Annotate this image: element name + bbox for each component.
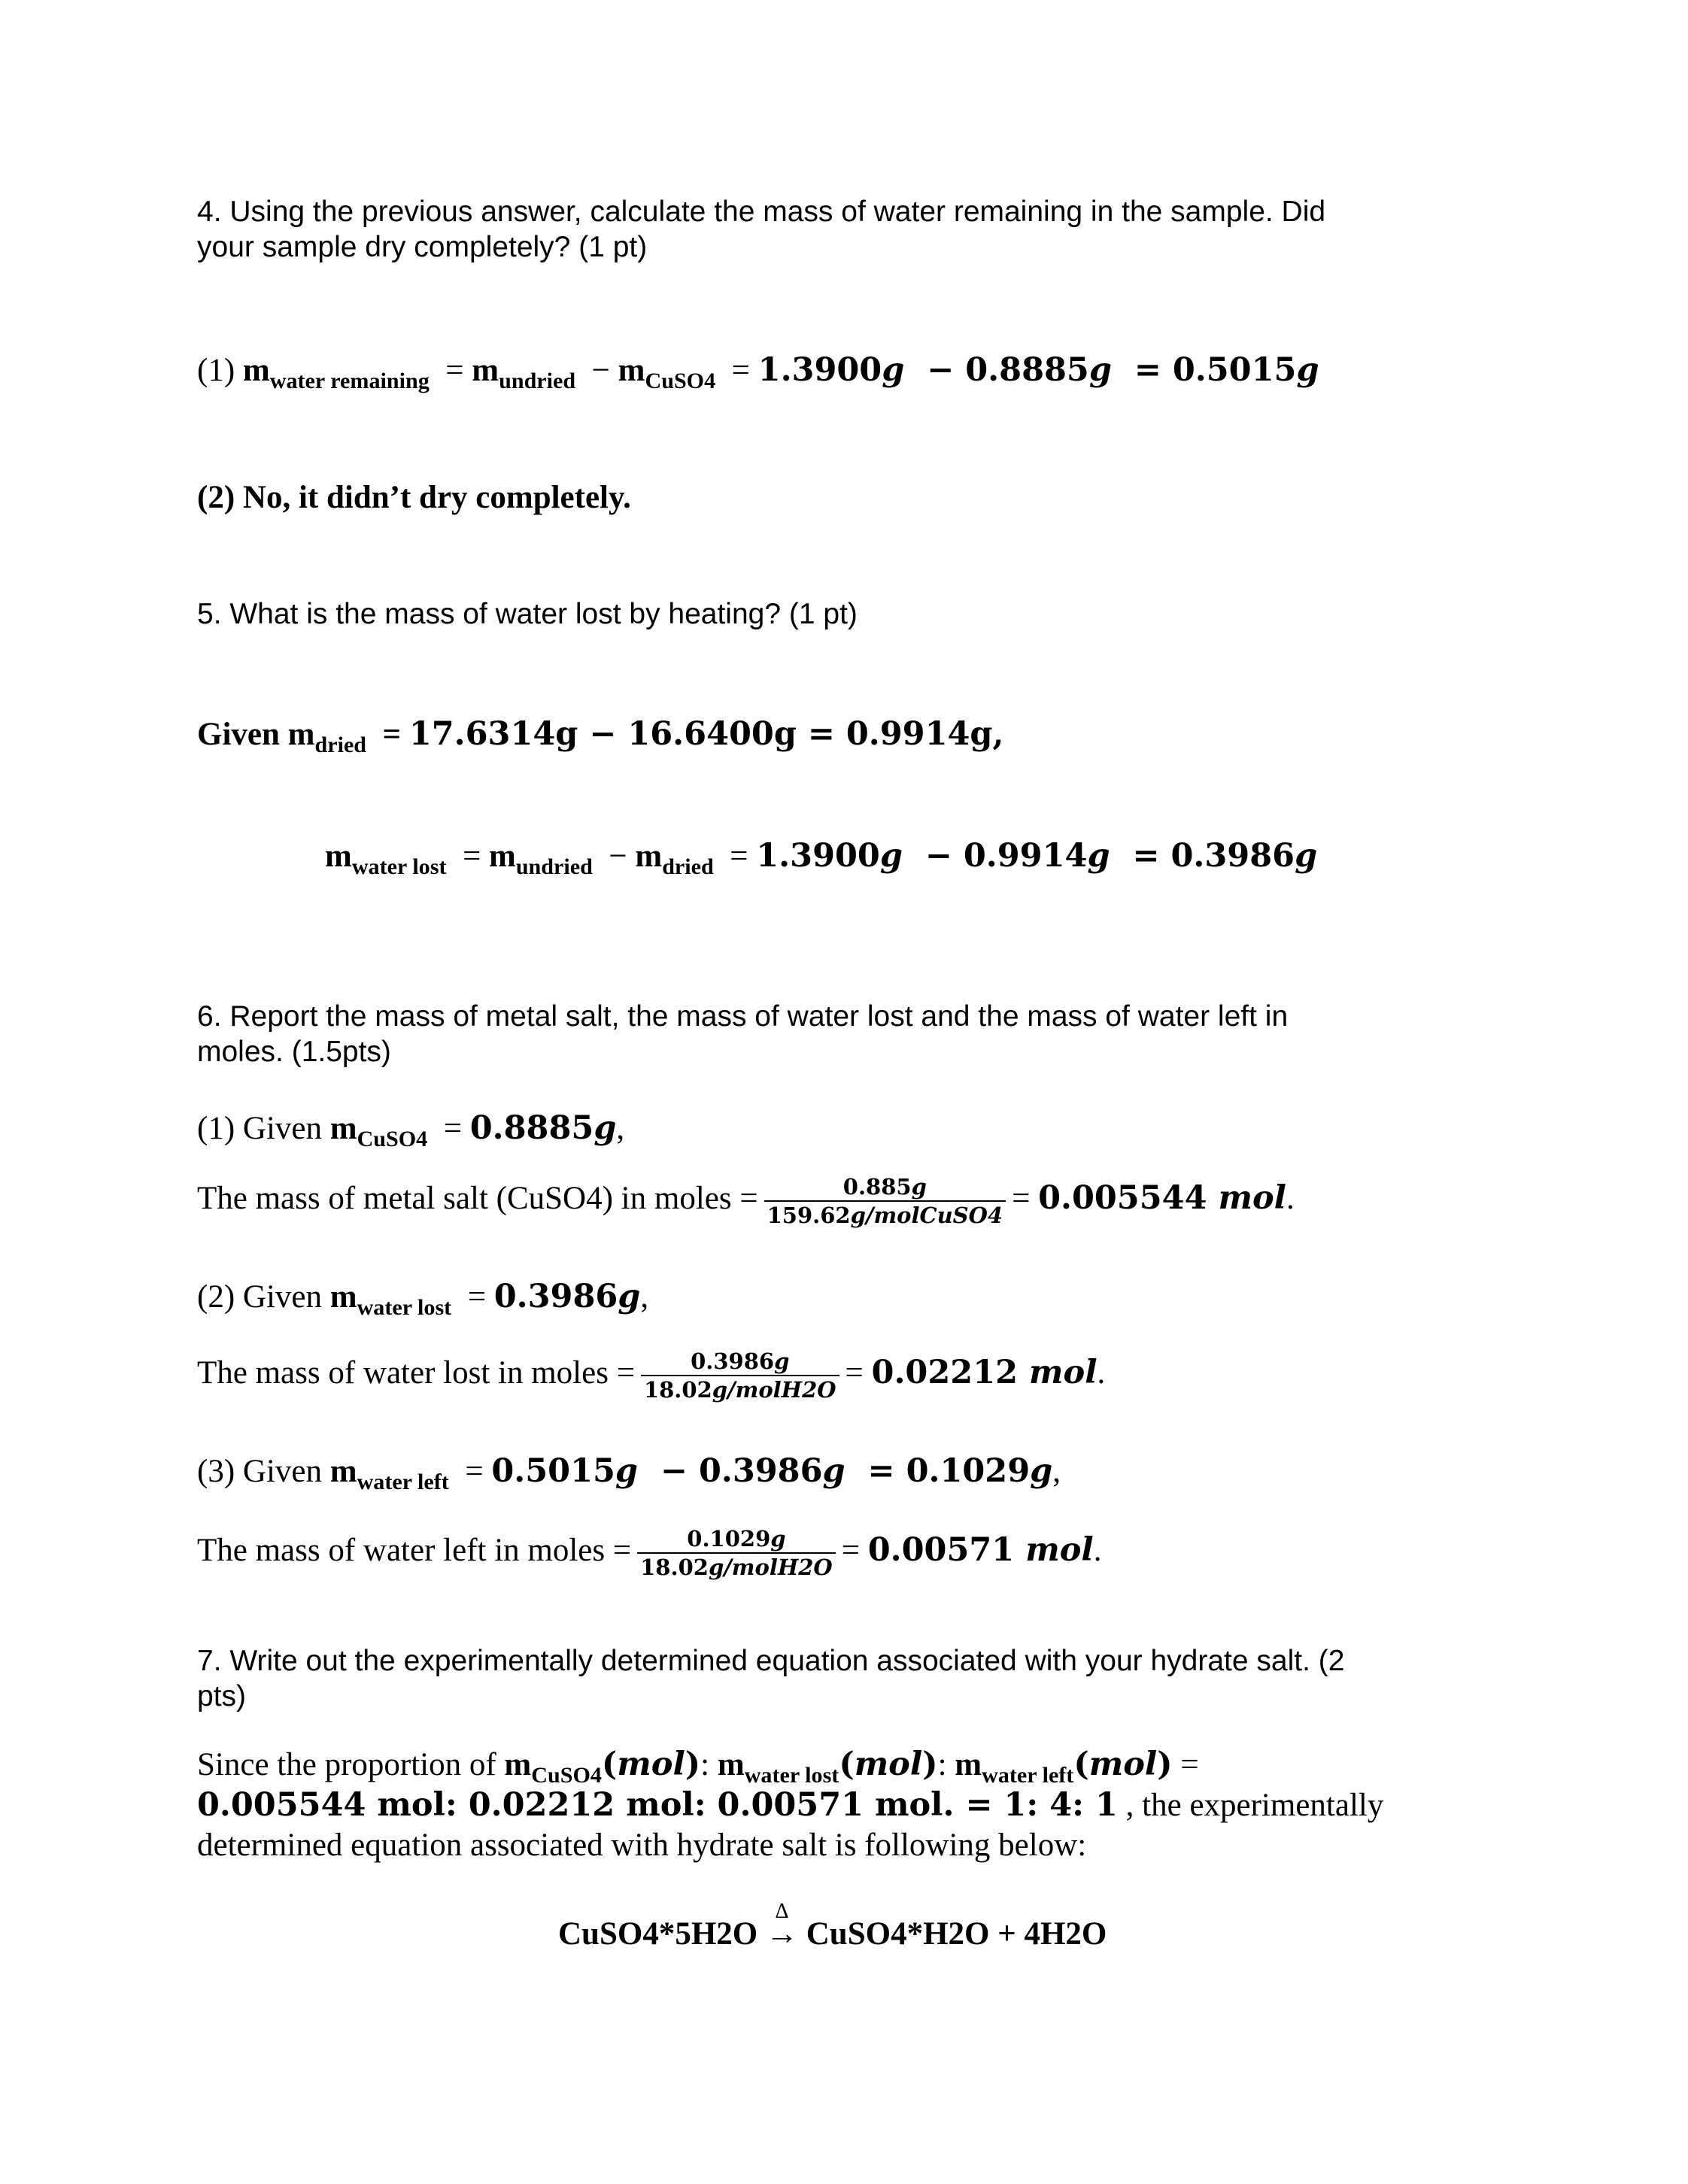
q4-text-line-2: your sample dry completely? (1 pt) <box>197 231 648 263</box>
q7-proportion-line-3: determined equation associated with hydrate salt is following below: <box>197 1828 1087 1863</box>
q6-part3-value-3: 0.1029 <box>906 1452 1031 1490</box>
q6-part1-given: (1) Given $m_{CuSO4} = 0.8885g$, <box>197 1109 625 1151</box>
q5-eq-value-1: 1.3900 <box>756 837 880 875</box>
q5-eq-value-3: 0.3986 <box>1170 837 1295 875</box>
q6-part1-fraction <box>764 1173 1006 1229</box>
q7-text-line-2: pts) <box>197 1680 247 1712</box>
q6-part3-unit-1: g <box>615 1452 638 1490</box>
q6-part1-moles: The mass of metal salt (CuSO4) in moles = $\frac{0.885g}{\text{159.62g/molCuSO4}}$ = 0.005544 mol. <box>197 1174 1295 1228</box>
q6-part1-sub: CuSO4 <box>357 1125 428 1151</box>
q6-text-line-1: 6. Report the mass of metal salt, the mass of water lost and the mass of water left in <box>197 1000 1289 1033</box>
q4-eq-sub-water-remaining: water remaining <box>269 367 430 393</box>
q7-mol-1: mol <box>617 1746 685 1783</box>
q6-part2-frac-num: 0.3986 <box>691 1348 775 1374</box>
q6-part3-frac-den-unit: g/molH2O <box>708 1555 833 1580</box>
q4-eq-unit-1: g <box>882 351 905 389</box>
q7-symbol-1: m <box>504 1747 532 1782</box>
q6-part3-result: 0.00571 <box>867 1530 1015 1569</box>
q6-part3-moles: The mass of water left in moles = $\frac{0.1029g}{\text{18.02g/molH2O}}$ = 0.00571 mol. <box>197 1526 1102 1580</box>
q5-eq-symbol-3: m <box>635 839 663 874</box>
q6-part1-unit: g <box>594 1109 617 1147</box>
q6-part1-result-unit: mol <box>1218 1178 1286 1217</box>
q6-part1-value: 0.8885 <box>469 1109 594 1147</box>
q6-part2-unit: g <box>618 1278 641 1315</box>
q4-eq-label: (1) <box>197 353 235 388</box>
q7-symbol-2: m <box>717 1747 745 1782</box>
q6-part3-frac-den: 18.02 <box>640 1555 709 1580</box>
q7-sub-water-left: water left <box>982 1761 1074 1788</box>
q4-eq-unit-2: g <box>1088 351 1112 389</box>
q6-part1-frac-num: 0.885 <box>842 1174 912 1200</box>
q6-part2-frac-num-unit: g <box>774 1348 790 1374</box>
q5-given-values: 17.6314g − 16.6400g = 0.9914g, <box>408 715 1004 753</box>
q4-eq-value-2: 0.8885 <box>965 351 1089 389</box>
q6-part3-frac-num: 0.1029 <box>687 1526 771 1552</box>
q4-eq-sub-undried: undried <box>499 367 576 393</box>
q7-heat-arrow <box>765 1900 798 1954</box>
q6-part2-fraction <box>641 1348 839 1403</box>
q6-part1-symbol: m <box>329 1111 357 1146</box>
q6-part2-moles-text: The mass of water lost in moles = <box>197 1354 635 1391</box>
q5-eq-symbol: m <box>325 839 352 874</box>
q5-eq-sub-dried: dried <box>662 853 714 879</box>
q7-mol-3: mol <box>1088 1746 1158 1783</box>
q6-part3-result-unit: mol <box>1025 1530 1094 1569</box>
q6-part1-label: (1) Given <box>197 1111 322 1146</box>
q6-part1-frac-num-unit: g <box>911 1174 927 1200</box>
q6-text-line-2: moles. (1.5pts) <box>197 1036 391 1068</box>
q5-question: 5. What is the mass of water lost by heating? (1 pt) <box>197 598 858 630</box>
q6-part2-frac-den: 18.02 <box>643 1377 712 1403</box>
q5-given-sub-dried: dried <box>314 731 367 757</box>
q6-part3-value-2: 0.3986 <box>698 1452 823 1490</box>
q5-eq-unit-2: g <box>1087 837 1110 875</box>
q6-part3-fraction <box>637 1525 836 1581</box>
q7-since-text: Since the proportion of <box>197 1747 496 1782</box>
q5-eq-symbol-2: m <box>488 839 516 874</box>
q6-part2-frac-den-unit: g/molH2O <box>712 1377 836 1403</box>
q6-part2-result-unit: mol <box>1029 1353 1098 1391</box>
q5-given-word: Given <box>197 717 280 752</box>
q4-eq-symbol: m <box>242 353 270 388</box>
q4-eq-symbol-2: m <box>472 353 499 388</box>
q6-part3-unit-2: g <box>822 1452 846 1490</box>
q4-equation: (1) $m_{water remaining} = m_{undried} - m_{CuSO4} = 1.3900g - 0.8885g = 0.5015g$ <box>197 351 1319 393</box>
q6-part3-unit-3: g <box>1030 1452 1053 1490</box>
q7-mol-2: mol <box>854 1746 923 1783</box>
q7-final-equation <box>558 1900 1107 1954</box>
q7-symbol-3: m <box>955 1747 982 1782</box>
q6-part3-symbol: m <box>329 1454 357 1489</box>
q7-delta-symbol: Δ <box>775 1900 789 1923</box>
q6-part3-frac-num-unit: g <box>770 1526 786 1552</box>
q6-part2-symbol: m <box>329 1279 357 1315</box>
q7-arrow-icon: → <box>765 1916 798 1952</box>
q4-eq-unit-3: g <box>1296 351 1319 389</box>
q4-eq-sub-cuso4: CuSO4 <box>645 367 716 393</box>
q6-part2-label: (2) Given <box>197 1279 322 1315</box>
q5-eq-value-2: 0.9914 <box>963 837 1088 875</box>
q6-part3-label: (3) Given <box>197 1454 322 1489</box>
q7-proportion-line-1: Since the proportion of $m_{CuSO4}(mol)$: $m_{water lost}(mol)$: $m_{water left}(mol)$ = <box>197 1746 1199 1788</box>
q6-part1-frac-den: 159.62 <box>767 1203 851 1228</box>
q4-eq-value-1: 1.3900 <box>757 351 882 389</box>
q6-part2-result: 0.02212 <box>871 1353 1019 1391</box>
q5-eq-unit-1: g <box>879 837 903 875</box>
q6-part2-given: (2) Given $m_{water lost} = 0.3986g$, <box>197 1278 649 1320</box>
q5-eq-sub-water-lost: water lost <box>351 853 447 879</box>
q7-sub-water-lost: water lost <box>744 1761 839 1788</box>
q4-eq-symbol-3: m <box>618 353 645 388</box>
q7-ratio-values: 0.005544 mol: 0.02212 mol: 0.00571 mol. = 1: 4: 1 <box>197 1786 1118 1824</box>
q7-text-line-1: 7. Write out the experimentally determined equation associated with your hydrate salt. (2 <box>197 1645 1345 1677</box>
q5-given: Given $m_{dried} = 17.6314g - 16.6400g = 0.9914g$, <box>197 715 1004 757</box>
q5-given-symbol: m <box>287 717 315 752</box>
q6-part1-frac-den-unit: g/molCuSO4 <box>850 1203 1003 1228</box>
q7-products: CuSO4*H2O + 4H2O <box>806 1916 1107 1952</box>
q6-part2-value: 0.3986 <box>493 1278 618 1315</box>
q6-part2-moles: The mass of water lost in moles = $\frac{0.3986g}{\text{18.02g/molH2O}}$ = 0.02212 mol. <box>197 1348 1106 1403</box>
q7-ratio-tail: , the experimentally <box>1125 1788 1384 1823</box>
q7-proportion-line-2 <box>197 1785 1383 1825</box>
q6-part1-moles-text: The mass of metal salt (CuSO4) in moles = <box>197 1180 758 1216</box>
q6-part3-moles-text: The mass of water left in moles = <box>197 1532 632 1568</box>
q6-part3-given: (3) Given $m_{water left} = 0.5015g - 0.3986g = 0.1029g$, <box>197 1452 1061 1494</box>
q6-part3-sub: water left <box>357 1468 449 1494</box>
q7-sub-cuso4: CuSO4 <box>531 1761 602 1788</box>
q7-reactant: CuSO4*5H2O <box>558 1916 758 1952</box>
q4-text-line-1: 4. Using the previous answer, calculate the mass of water remaining in the sample. Did <box>197 196 1326 228</box>
q6-part3-value-1: 0.5015 <box>491 1452 615 1490</box>
q6-part2-sub: water lost <box>357 1294 452 1320</box>
q5-eq-unit-3: g <box>1295 837 1318 875</box>
q5-eq-sub-undried: undried <box>515 853 593 879</box>
q5-equation: $m_{water lost} = m_{undried} - m_{dried} = 1.3900g - 0.9914g = 0.3986g$ <box>325 837 1318 879</box>
q4-answer: (2) No, it didn’t dry completely. <box>197 480 631 515</box>
q4-eq-value-3: 0.5015 <box>1172 351 1297 389</box>
q6-part1-result: 0.005544 <box>1038 1178 1207 1217</box>
